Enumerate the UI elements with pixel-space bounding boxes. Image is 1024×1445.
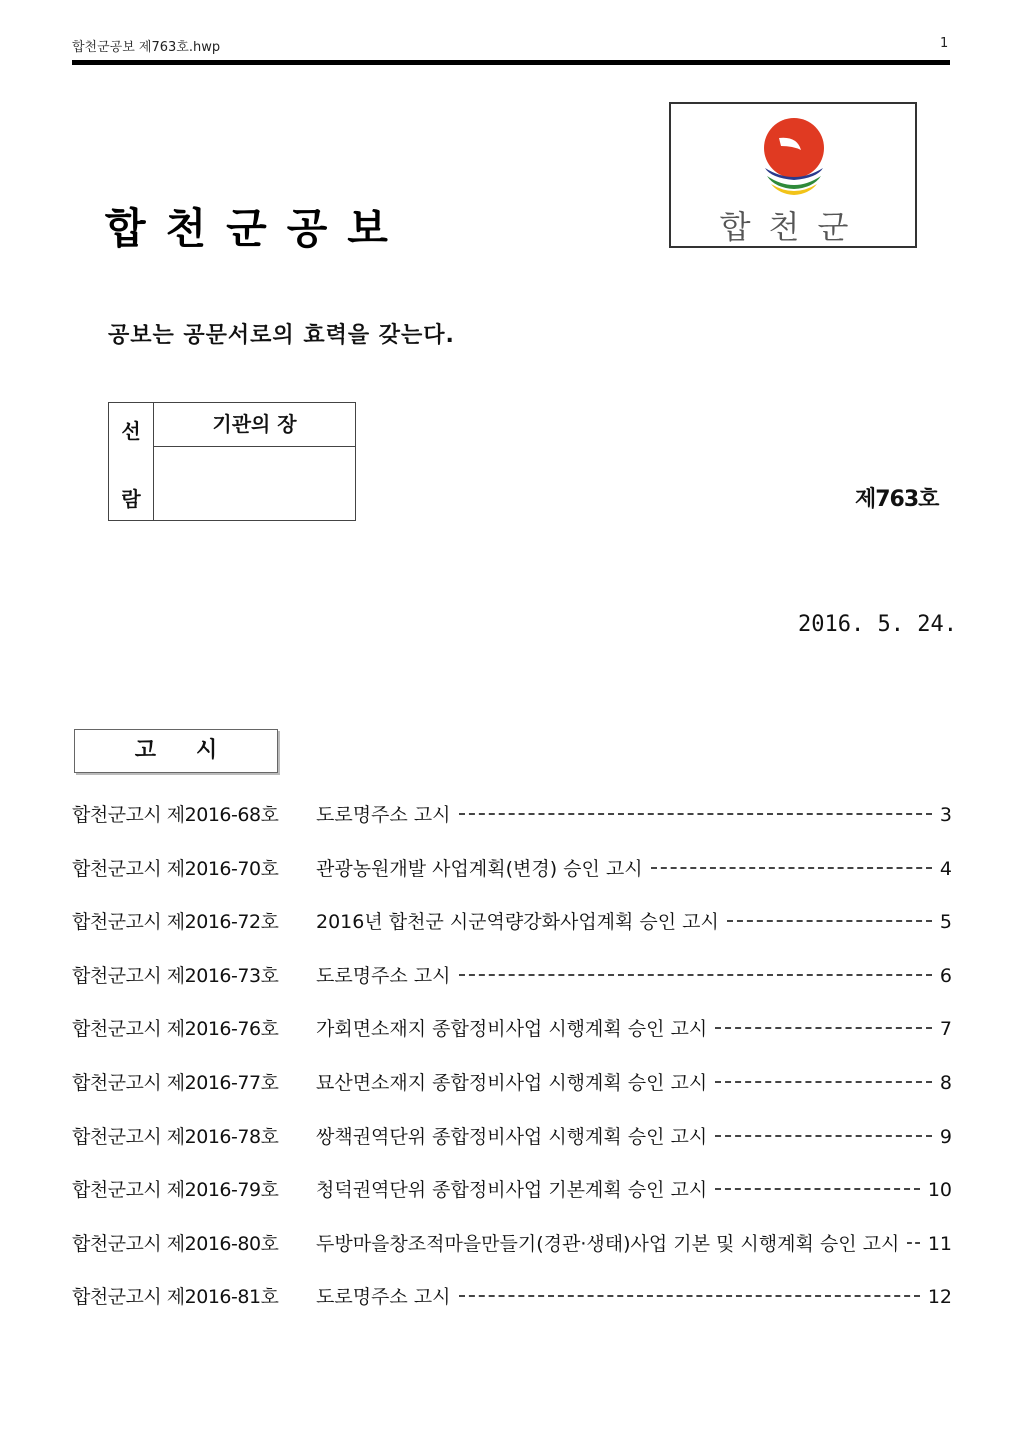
toc-row[interactable] [72, 1229, 952, 1283]
county-logo [669, 102, 917, 248]
toc-page: 5 [939, 911, 952, 934]
header-rule [72, 60, 950, 65]
notice-text: 공보는 공문서로의 효력을 갖는다. [108, 323, 455, 348]
toc-title: 청덕권역단위 종합정비사업 기본계획 승인 고시 [316, 1179, 708, 1202]
toc-number: 합천군고시 제2016-80호 [72, 1232, 279, 1255]
approval-label-top: 선 [121, 419, 141, 443]
toc-row[interactable] [72, 1122, 952, 1176]
toc-number: 합천군고시 제2016-68호 [72, 804, 279, 826]
toc-row[interactable] [72, 1014, 952, 1068]
page-title: 합천군공보 [105, 204, 408, 253]
toc-leader [715, 1135, 932, 1137]
toc-page: 11 [927, 1232, 952, 1255]
toc-row[interactable] [72, 1175, 952, 1229]
toc-row[interactable] [72, 961, 952, 1015]
toc-title: 쌍책권역단위 종합정비사업 시행계획 승인 고시 [316, 1125, 708, 1148]
toc-row[interactable] [72, 907, 952, 961]
toc-leader [459, 974, 932, 976]
logo-text: 합천군 [719, 208, 867, 246]
toc-title: 도로명주소 고시 [316, 804, 451, 826]
toc-page: 3 [939, 804, 952, 826]
toc-leader [715, 1081, 932, 1083]
header-page-number: 1 [940, 36, 949, 51]
issue-date: 2016. 5. 24. [798, 612, 957, 637]
toc-number: 합천군고시 제2016-76호 [72, 1018, 279, 1041]
toc-row[interactable] [72, 1282, 952, 1336]
toc-title: 관광농원개발 사업계획(변경) 승인 고시 [316, 857, 643, 880]
toc-title: 2016년 합천군 시군역량강화사업계획 승인 고시 [316, 911, 719, 934]
toc-number: 합천군고시 제2016-78호 [72, 1125, 279, 1148]
toc-leader [459, 813, 932, 815]
toc-number: 합천군고시 제2016-81호 [72, 1286, 279, 1309]
toc-row[interactable] [72, 1068, 952, 1122]
toc-number: 합천군고시 제2016-79호 [72, 1179, 279, 1202]
toc-number: 합천군고시 제2016-77호 [72, 1071, 279, 1094]
approval-header: 기관의 장 [154, 403, 355, 447]
toc-number: 합천군고시 제2016-73호 [72, 964, 279, 987]
toc-page: 4 [939, 857, 952, 880]
toc-row[interactable] [72, 800, 952, 854]
toc-leader [459, 1295, 920, 1297]
approval-table [108, 402, 356, 521]
toc-row[interactable] [72, 854, 952, 908]
approval-label-bottom: 람 [121, 487, 141, 511]
county-emblem-icon [757, 116, 831, 198]
toc-leader [715, 1027, 932, 1029]
toc-title: 가회면소재지 종합정비사업 시행계획 승인 고시 [316, 1018, 708, 1041]
toc-page: 8 [939, 1071, 952, 1094]
toc-leader [727, 920, 932, 922]
toc-page: 6 [939, 964, 952, 987]
toc-page: 9 [939, 1125, 952, 1148]
section-heading: 고시 [74, 729, 278, 773]
table-of-contents [72, 800, 952, 1336]
toc-title: 묘산면소재지 종합정비사업 시행계획 승인 고시 [316, 1071, 708, 1094]
toc-number: 합천군고시 제2016-72호 [72, 911, 279, 934]
toc-leader [651, 867, 932, 869]
issue-number: 제763호 [855, 487, 939, 512]
header-filename: 합천군공보 제763호.hwp [72, 40, 221, 55]
toc-page: 7 [939, 1018, 952, 1041]
toc-title: 도로명주소 고시 [316, 964, 451, 987]
toc-leader [907, 1242, 919, 1244]
toc-page: 12 [927, 1286, 952, 1309]
toc-title: 두방마을창조적마을만들기(경관·생태)사업 기본 및 시행계획 승인 고시 [316, 1232, 900, 1255]
toc-number: 합천군고시 제2016-70호 [72, 857, 279, 880]
toc-title: 도로명주소 고시 [316, 1286, 451, 1309]
toc-page: 10 [927, 1179, 952, 1202]
toc-leader [715, 1188, 920, 1190]
